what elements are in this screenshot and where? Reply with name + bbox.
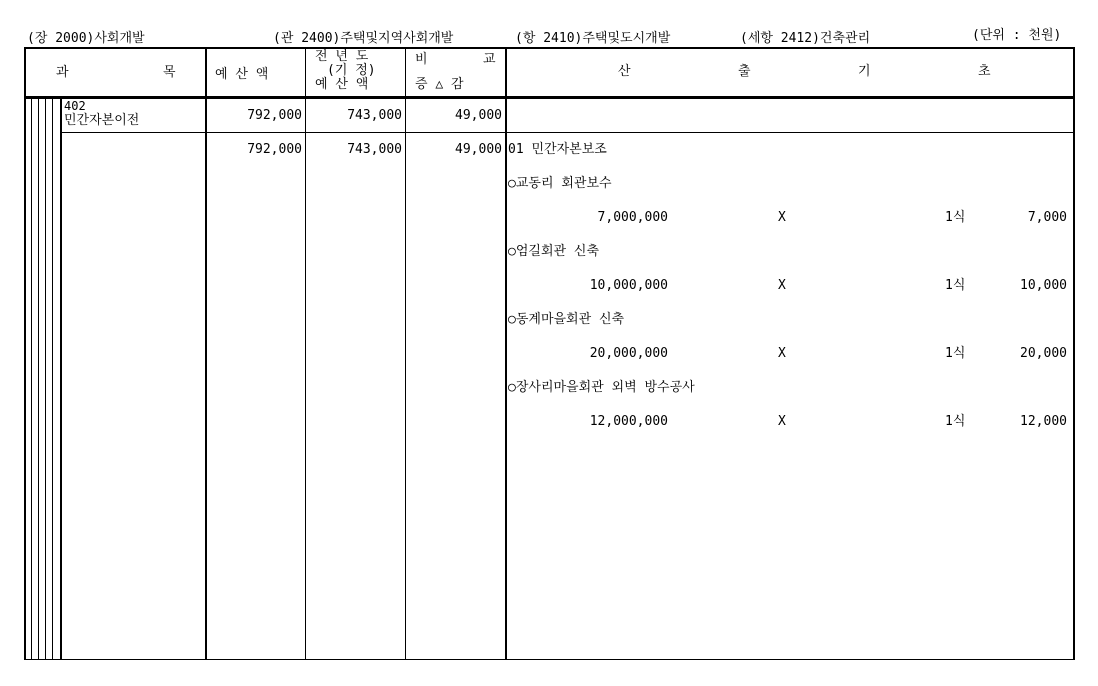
- prev-budget-header-2: (기 정): [327, 63, 376, 78]
- item-amount: 12,000,000: [589, 414, 668, 429]
- sehang-label: (세항 2412)건축관리: [740, 31, 871, 46]
- item-multiplier: X: [778, 414, 786, 429]
- mok-diff: 49,000: [455, 108, 502, 123]
- mok-name: 민간자본이전: [64, 113, 140, 128]
- subject-header-left: 과: [56, 65, 69, 80]
- gwan-label: (관 2400)주택및지역사회개발: [273, 31, 454, 46]
- budget-header: 예 산 액: [215, 67, 269, 82]
- item-total: 7,000: [1027, 210, 1067, 225]
- item-name: ○엄길회관 신축: [508, 244, 600, 259]
- semok-title: 01 민간자본보조: [508, 142, 607, 157]
- item-multiplier: X: [778, 278, 786, 293]
- item-quantity: 1식: [945, 210, 966, 225]
- item-quantity: 1식: [945, 414, 966, 429]
- item-amount: 20,000,000: [589, 346, 668, 361]
- item-quantity: 1식: [945, 346, 966, 361]
- hang-label: (항 2410)주택및도시개발: [515, 31, 671, 46]
- item-total: 12,000: [1020, 414, 1067, 429]
- basis-header-char-2: 출: [738, 64, 751, 79]
- mok-code: 402: [64, 99, 86, 113]
- item-total: 20,000: [1020, 346, 1067, 361]
- unit-label: (단위 : 천원): [972, 28, 1062, 43]
- semok-prev-budget: 743,000: [347, 142, 402, 157]
- basis-header-char-3: 기: [858, 64, 871, 79]
- item-multiplier: X: [778, 346, 786, 361]
- item-amount: 10,000,000: [589, 278, 668, 293]
- semok-budget: 792,000: [247, 142, 302, 157]
- mok-prev-budget: 743,000: [347, 108, 402, 123]
- item-name: ○동계마을회관 신축: [508, 312, 625, 327]
- jang-label: (장 2000)사회개발: [27, 31, 145, 46]
- item-multiplier: X: [778, 210, 786, 225]
- subject-header-right: 목: [163, 65, 176, 80]
- compare-header-diff: 증 △ 감: [415, 77, 464, 92]
- semok-diff: 49,000: [455, 142, 502, 157]
- item-quantity: 1식: [945, 278, 966, 293]
- item-total: 10,000: [1020, 278, 1067, 293]
- item-amount: 7,000,000: [597, 210, 668, 225]
- item-name: ○장사리마을회관 외벽 방수공사: [508, 380, 695, 395]
- mok-budget: 792,000: [247, 108, 302, 123]
- basis-header-char-1: 산: [618, 64, 631, 79]
- item-name: ○교동리 회관보수: [508, 176, 612, 191]
- prev-budget-header-3: 예 산 액: [315, 77, 369, 92]
- compare-header-left: 비: [415, 52, 428, 67]
- prev-budget-header-1: 전 년 도: [315, 49, 369, 64]
- compare-header-right: 교: [483, 52, 496, 67]
- basis-header-char-4: 초: [978, 64, 991, 79]
